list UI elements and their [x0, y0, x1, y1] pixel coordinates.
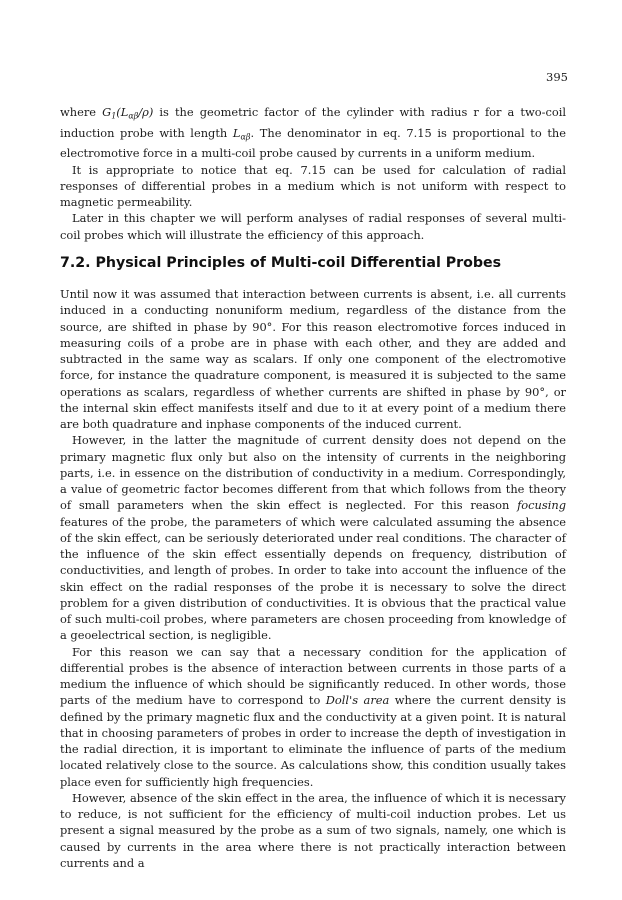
- main-paragraph-1: Until now it was assumed that interaction between currents is absent, i.e. all currents induced in a conducting nonuniform medium, regardless of the distance from the source, are shifted in phase by 90°. For this reason electromotive forces induced in measuring coils of a probe are in phase with each other, and they are added and subtracted in the same way as scalars. If only one component of the electromotive force, for instance the quadrature component, is measured it is subjected to the same operations as scalars, regardless of whether currents are shifted in phase by 90°, or the internal skin effect manifests itself and due to it at every point of a medium there are both quadrature and inphase components of the induced current.: [60, 287, 566, 431]
- page-number: 395: [546, 70, 568, 84]
- dolls-area-emphasis: Doll's area: [325, 693, 390, 708]
- intro-p1-rest: . The denominator in eq. 7.15 is proportional to the electromotive force in a multi-coil probe caused by currents in a uniform medium.: [60, 125, 566, 161]
- probe-length-symbol: $L_{\alpha\beta}$: [232, 125, 251, 142]
- main-paragraph-2: However, in the latter the magnitude of current density does not depend on the primary magnetic flux only but also on the intensity of currents in the neighboring parts, i.e. in essence on the distribution of conductivity in a medium. Correspondingly, a value of geometric factor becomes different from that which follows from the theory of small parameters when the skin effect is neglected. For this reason focusing features of the probe, the parameters of which were calculated assuming the absence of the skin effect, can be seriously deteriorated under real conditions. The character of the influence of the skin effect essentially depends on frequency, distribution of conductivities, and length of probes. In order to take into account the influence of the skin effect on the radial responses of the probe it is necessary to solve the direct problem for a given distribution of conductivities. It is obvious that the practical value of such multi-coil probes, where parameters are chosen proceeding from knowledge of a geoelectrical section, is negligible.: [60, 433, 566, 643]
- intro-text-block: [60, 104, 566, 243]
- main-text-block: [60, 286, 566, 871]
- focusing-emphasis: focusing: [517, 498, 566, 513]
- intro-paragraph-3: Later in this chapter we will perform analyses of radial responses of several multi-coil probes which will illustrate the efficiency of this approach.: [60, 211, 566, 242]
- section-heading: 7.2. Physical Principles of Multi-coil Differential Probes: [60, 255, 502, 271]
- intro-paragraph-2: It is appropriate to notice that eq. 7.15 can be used for calculation of radial responses of differential probes in a medium which is not uniform with respect to magnetic permeability.: [60, 162, 566, 210]
- main-paragraph-4: However, absence of the skin effect in the area, the influence of which it is necessary to reduce, is not sufficient for the efficiency of multi-coil induction probes. Let us present a signal measured by the probe as a sum of two signals, namely, one which is caused by currents in the area where there is not practically interaction between currents and a: [60, 790, 566, 870]
- intro-p1-pre: where: [60, 105, 103, 119]
- main-paragraph-3: For this reason we can say that a necessary condition for the application of differential probes is the absence of interaction between currents in those parts of a medium the influence of which should be significantly reduced. In other words, those parts of the medium have to correspond to Doll's area where the current density is defined by the primary magnetic flux and the conductivity at a given point. It is natural that in choosing parameters of probes in order to increase the depth of investigation in the radial direction, it is important to eliminate the influence of parts of the medium located relatively close to the source. As calculations show, this condition usually takes place even for sufficiently high frequencies.: [60, 644, 566, 789]
- geometric-factor-symbol: $G_1(L_{\alpha\beta}/\rho)$: [102, 105, 154, 121]
- intro-p1-mid: is the geometric factor of the cylinder with radius r for a two-coil induction probe with length: [60, 105, 566, 140]
- intro-paragraph-1: [60, 104, 566, 162]
